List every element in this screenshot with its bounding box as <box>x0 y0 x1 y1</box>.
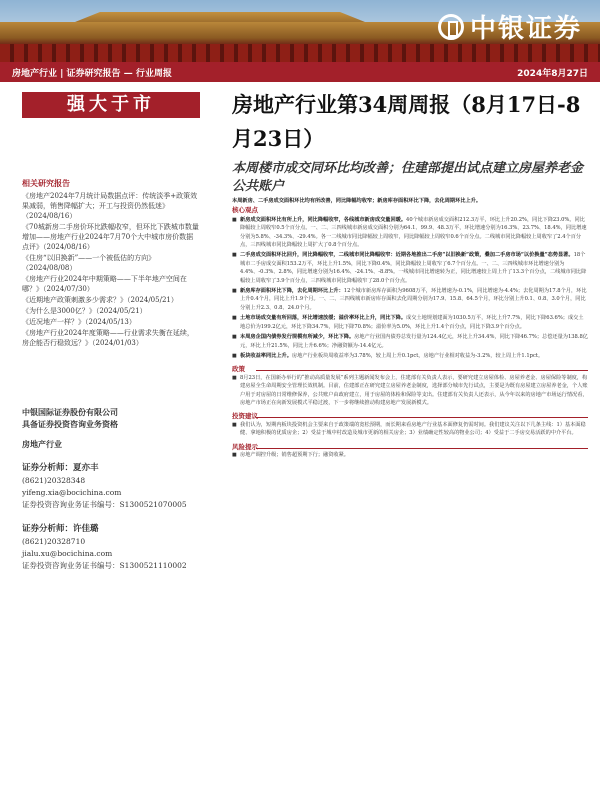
related-report-item[interactable]: 《70城新房二手房价环比跌幅收窄，但环比下跌城市数量增加——房地产行业2024年7月70个大中城市房价数据点评》（2024/08/16） <box>22 223 199 251</box>
key-point-text: 房地产行业板块周收益率为3.78%，较上周上升0.1pct，房地产行业相对收益为-3.2%，较上周上升1.1pct。 <box>291 352 544 359</box>
bank-logo-icon <box>438 14 464 40</box>
related-report-item[interactable]: 《住房“以旧换新”——一个被低估的方向》（2024/08/08） <box>22 254 156 272</box>
related-report-item[interactable]: 《房地产2024年7月统计局数据点评：传统淡季+政策效果减弱，销售降幅扩大；开工与投资仍然低迷》（2024/08/16） <box>22 192 198 220</box>
core-views-label: 核心观点 <box>232 206 258 215</box>
analyst-license: 证券投资咨询业务证书编号：S1300521070005 <box>22 500 187 509</box>
banner-columns <box>0 44 600 62</box>
related-reports-heading: 相关研究报告 <box>22 178 70 188</box>
broker-industry: 房地产行业 <box>22 439 62 449</box>
analyst-card <box>22 462 200 511</box>
risk-point <box>232 451 588 459</box>
investment-label: 投资建议 <box>232 412 258 421</box>
analyst-phone: (8621)20328348 <box>22 476 86 485</box>
company-logo <box>438 8 582 45</box>
analyst-phone: (8621)20328710 <box>22 537 86 546</box>
key-point <box>232 216 588 250</box>
key-point-text: 40个城市新房成交面积212.3万平，环比上升20.2%，同比下降23.0%。同比降幅较上周收窄0.5个百分点。一、二、三四线城市新房成交面积分别为64.1、99.9、48.3万平，环比增速分别为16.3%、23.7%、18.4%，同比增速分别为5.8%、-34.3%、-29.4%。各一二线城市同比降幅较上周收窄，同比降幅较上周收窄0.6个百分点。二线城市同比降幅较上周收窄了2.4个百分点，三四线城市同比降幅较上周扩大了0.8个百分点。 <box>240 216 587 249</box>
related-report-item[interactable]: 《近期地产政策刺激多少需求？》（2024/05/21） <box>22 296 178 304</box>
analyst-name: 证券分析师：许佳璐 <box>22 524 99 534</box>
policy-point <box>232 374 588 408</box>
key-point-text: 房地产行业国内债券总发行量为124.4亿元，环比上升34.4%，同比下降46.7%；总偿还量为138.8亿元，环比上升21.5%，同比上升6.6%；净融资额为-14.4亿元。 <box>240 334 588 349</box>
key-point-head: 新房成交面积环比有所上升，同比降幅收窄，各线城市新房成交量回暖。 <box>240 216 407 223</box>
policy-text: 8月23日，在国新办举行的“推动高质量发展”系列主题新闻发布会上，住建部有关负责人表示，要研究建立房屋体检、房屋养老金、房屋保险等制度，构建房屋全生命周期安全管理长效机制。目前，住建部正在研究建立房屋养老金制度，选择部分城市先行试点，主要是为既有房屋建立房屋养老金，个人账户用于对房屋的日常维修保养，公共账户由政府建立，用于房屋的体检和保险等支出。住建部有关负责人还表示，从今年以来的房地产市场运行情况看，房地产市场正在向新发展模式平稳过渡，下一步将继续推动构建房地产发展新模式。 <box>240 374 588 406</box>
investment-point <box>232 421 588 438</box>
section-divider <box>256 448 588 449</box>
header-banner <box>0 0 600 62</box>
left-sidebar <box>22 178 200 572</box>
key-point-text: 18个城市二手房成交面积153.2万平，环比上升1.5%，同比下降0.4%，同比降幅较上周收窄了6.7个百分点。一、二、三四线城市环比增速分别为4.4%、-0.3%、2.8%，同比增速分别为16.4%、-24.1%、-8.8%。一线城市同比增速转为正，同比增速较上周上升了13.3个百分点，二线城市同比降幅较上周收窄了3.9个百分点，三四线城市同比降幅收窄了28.0个百分点。 <box>240 252 587 284</box>
key-point <box>232 314 588 331</box>
broker-info <box>22 406 200 450</box>
key-point <box>232 251 588 285</box>
key-point-head: 二手房成交面积环比回升，同比降幅收窄，二线城市同比降幅收窄：近期各地推出二手房“以旧换新”政策，叠加二手房市场“以价换量”态势显著。 <box>240 252 574 259</box>
key-point-text: 成交土地规划建面为1030.5万平，环比上升7.7%，同比下降63.6%；成交土地总价为199.2亿元，环比下降34.7%，同比下降70.8%；溢价率为5.0%，环比上升1.4个百分点，同比下降3.9个百分点。 <box>240 315 584 330</box>
key-point <box>232 352 588 360</box>
report-header-bar <box>0 62 600 82</box>
investment-section <box>232 410 588 420</box>
logo-text: 中银证券 <box>469 14 582 44</box>
analyst-card <box>22 523 200 572</box>
analyst-license: 证券投资咨询业务证书编号：S1300521110002 <box>22 561 187 570</box>
key-point-head: 板块收益率同比上升。 <box>240 352 292 359</box>
related-report-item[interactable]: 《房地产行业2024年度策略——行业需求失衡在延续，房企能否行稳致远？》（2024/01/03） <box>22 329 194 347</box>
policy-label: 政策 <box>232 365 245 374</box>
risk-text: 房地产调控升级；销售超预期下行；融资收紧。 <box>240 451 349 458</box>
related-report-item[interactable]: 《近况地产一样？》（2024/05/13） <box>22 318 136 326</box>
related-report-item[interactable]: 《房地产行业2024年中期策略——下半年地产空间在哪？》（2024/07/30） <box>22 275 187 293</box>
key-point-text: 12个城市新房库存面积为9608万平，环比增速为-0.1%，同比增速为-4.4%；去化周期为17.8个月，环比上升0.4个月，同比上升1.9个月。一、二、三四线城市新房库存面积去化周期分别为17.9、15.8、64.5个月，环比分别上升0.1、0.8、3.0个月，同比分别上升2.3、0.8、24.0个月。 <box>240 288 587 311</box>
risk-label: 风险提示 <box>232 442 258 451</box>
key-point-head: 本周房企国内债券发行规模有所减少，环比下降。 <box>240 334 355 341</box>
key-point <box>232 333 588 350</box>
policy-section <box>232 363 588 373</box>
section-divider <box>256 417 588 418</box>
analyst-name: 证券分析师：夏亦丰 <box>22 463 99 473</box>
section-divider <box>256 370 588 371</box>
main-content <box>232 197 588 461</box>
rating-badge: 强大于市 <box>22 92 200 118</box>
investment-text: 我们认为，短期内板块投资机会主要来自于政策端的宽松预期，而长期来看房地产行业基本面修复仍需时间。我们建议关注以下几条主线：1）基本面稳健、拿地积极的优质房企；2）受益于城中村改造及城市更新的相关房企；3）业绩确定性较高的物业公司；4）受益于二手房交易活跃的中介平台。 <box>240 421 586 437</box>
analyst-email[interactable]: jialu.xu@bocichina.com <box>22 549 113 558</box>
key-point-head: 新房库存面积环比下降，去化周期环比上升： <box>240 288 344 295</box>
broker-name: 中银国际证券股份有限公司 具备证券投资咨询业务资格 <box>22 407 118 429</box>
report-subtitle: 本周楼市成交同环比均改善；住建部提出试点建立房屋养老金公共账户 <box>232 161 584 194</box>
risk-section <box>232 441 588 451</box>
key-point-head: 土地市场成交量有所回落，环比增速放缓；溢价率环比上升，同比下降。 <box>240 315 407 322</box>
key-point <box>232 287 588 312</box>
lead-paragraph: 本周新房、二手房成交面积环比均有所改善，同比降幅均收窄；新房库存面积环比下降，去化周期环比上升。 <box>232 198 482 204</box>
report-category: 房地产行业 | 证券研究报告 — 行业周报 <box>12 68 172 79</box>
related-reports-list <box>22 191 200 348</box>
report-date: 2024年8月27日 <box>517 68 588 79</box>
report-title: 房地产行业第34周周报（8月17日-8月23日） <box>232 92 581 151</box>
analyst-email[interactable]: yifeng.xia@bocichina.com <box>22 488 122 497</box>
related-report-item[interactable]: 《为什么是3000亿？》（2024/05/21） <box>22 307 147 315</box>
